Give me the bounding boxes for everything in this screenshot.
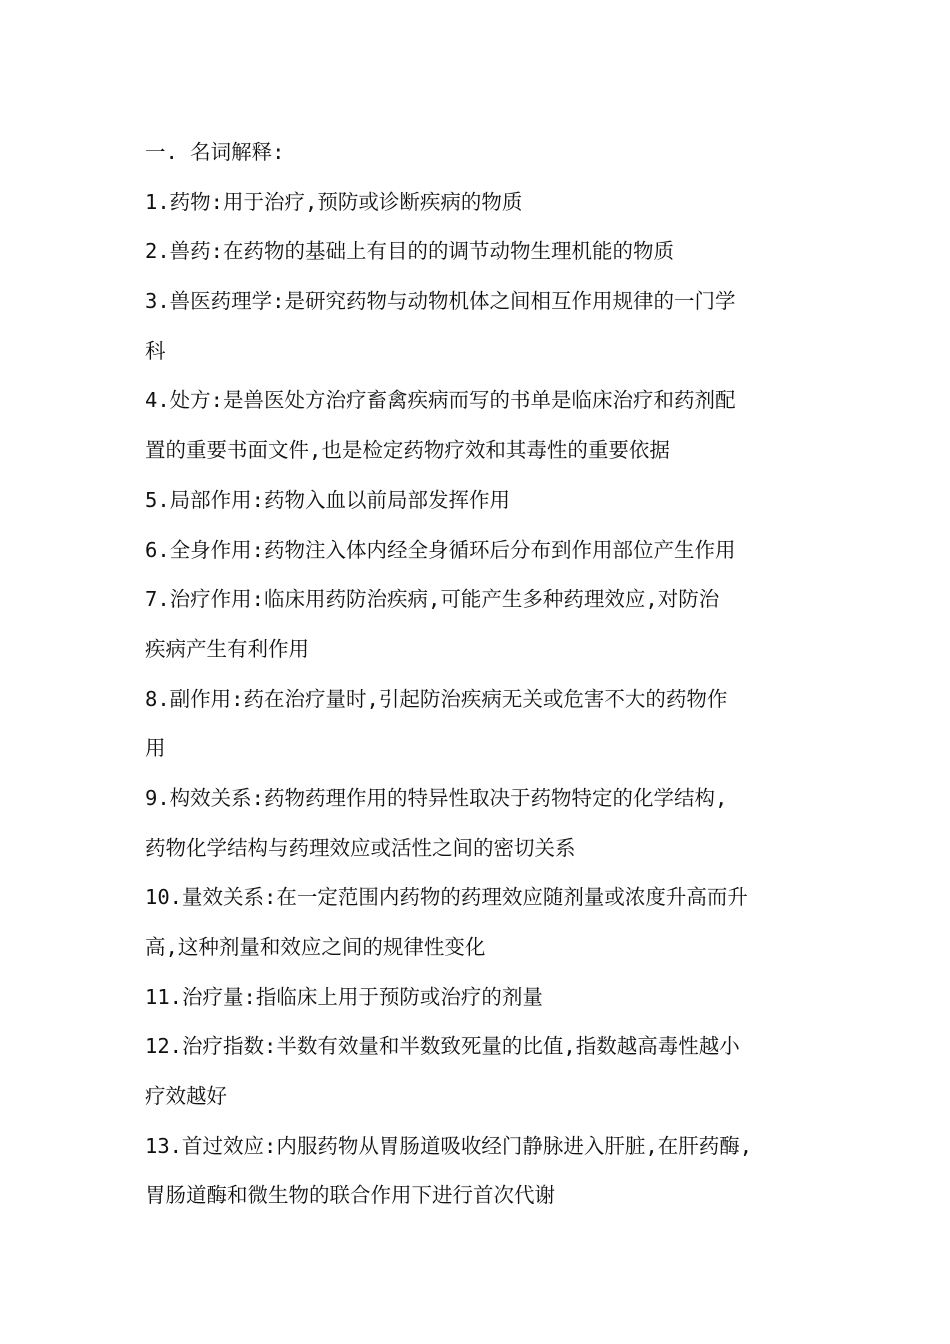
definition-line-13-cont: 胃肠道酶和微生物的联合作用下进行首次代谢 [145, 1183, 555, 1208]
definition-line-9-cont: 药物化学结构与药理效应或活性之间的密切关系 [145, 835, 576, 860]
definition-line-7-cont: 疾病产生有利作用 [145, 636, 309, 661]
section-heading: 一. 名词解释: [145, 140, 285, 164]
definition-line-12: 12.治疗指数:半数有效量和半数致死量的比值,指数越高毒性越小 [145, 1034, 740, 1059]
definition-line-6: 6.全身作用:药物注入体内经全身循环后分布到作用部位产生作用 [145, 537, 736, 562]
definition-line-13: 13.首过效应:内服药物从胃肠道吸收经门静脉进入肝脏,在肝药酶, [145, 1133, 753, 1158]
definition-line-10-cont: 高,这种剂量和效应之间的规律性变化 [145, 935, 486, 959]
definition-line-2: 2.兽药:在药物的基础上有目的的调节动物生理机能的物质 [145, 239, 675, 264]
definition-line-8-cont: 用 [145, 736, 166, 761]
definition-line-5: 5.局部作用:药物入血以前局部发挥作用 [145, 487, 511, 512]
definition-line-4-cont: 置的重要书面文件,也是检定药物疗效和其毒性的重要依据 [145, 438, 670, 463]
definition-line-3: 3.兽医药理学:是研究药物与动物机体之间相互作用规律的一门学 [145, 289, 736, 314]
definition-line-7: 7.治疗作用:临床用药防治疾病,可能产生多种药理效应,对防治 [145, 587, 720, 612]
document-body [145, 128, 825, 1221]
definition-line-4: 4.处方:是兽医处方治疗畜禽疾病而写的书单是临床治疗和药剂配 [145, 388, 736, 413]
definition-line-10: 10.量效关系:在一定范围内药物的药理效应随剂量或浓度升高而升 [145, 885, 748, 910]
definition-line-9: 9.构效关系:药物药理作用的特异性取决于药物特定的化学结构, [145, 785, 728, 810]
definition-line-3-cont: 科 [145, 338, 166, 363]
definition-line-11: 11.治疗量:指临床上用于预防或治疗的剂量 [145, 984, 543, 1009]
definition-line-12-cont: 疗效越好 [145, 1084, 227, 1109]
definition-line-1: 1.药物:用于治疗,预防或诊断疾病的物质 [145, 189, 523, 214]
definition-line-8: 8.副作用:药在治疗量时,引起防治疾病无关或危害不大的药物作 [145, 686, 728, 711]
